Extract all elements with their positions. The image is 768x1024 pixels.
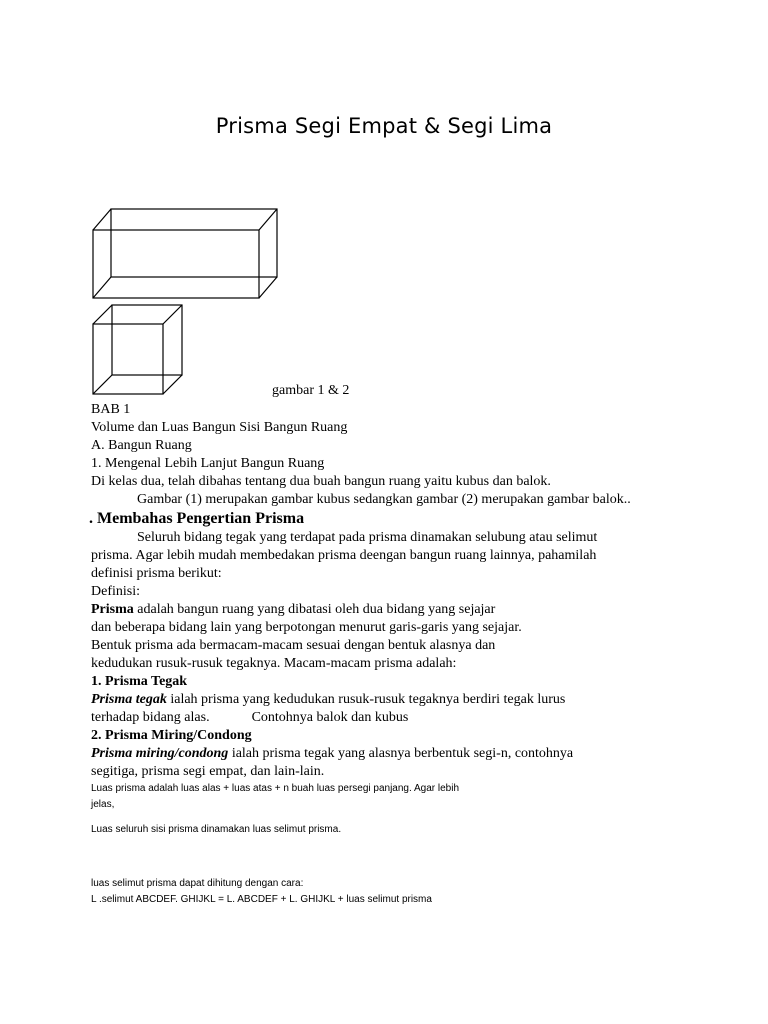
chapter-title: Volume dan Luas Bangun Sisi Bangun Ruang bbox=[91, 420, 348, 435]
definition-text: terhadap bidang alas. bbox=[91, 710, 210, 725]
document-body bbox=[91, 401, 731, 908]
section-a: A. Bangun Ruang bbox=[91, 438, 192, 453]
note-line: Luas prisma adalah luas alas + luas atas + n buah luas persegi panjang. Agar lebih bbox=[91, 783, 460, 794]
balok-front-face bbox=[93, 230, 259, 298]
paragraph-line: definisi prisma berikut: bbox=[91, 566, 222, 581]
note-line: luas selimut prisma dapat dihitung dengan cara: bbox=[91, 878, 304, 889]
paragraph-line bbox=[91, 709, 731, 727]
section-heading: . Membahas Pengertian Prisma bbox=[89, 510, 305, 527]
kubus-figure bbox=[93, 305, 182, 394]
subheading-prisma-miring: 2. Prisma Miring/Condong bbox=[91, 728, 252, 743]
paragraph-line: kedudukan rusuk-rusuk tegaknya. Macam-macam prisma adalah: bbox=[91, 656, 457, 671]
subsection-1: 1. Mengenal Lebih Lanjut Bangun Ruang bbox=[91, 456, 325, 471]
note-line: Luas seluruh sisi prisma dinamakan luas selimut prisma. bbox=[91, 824, 342, 835]
formula-line: L .selimut ABCDEF. GHIJKL = L. ABCDEF + L. GHIJKL + luas selimut prisma bbox=[91, 894, 432, 905]
paragraph-line: Seluruh bidang tegak yang terdapat pada prisma dinamakan selubung atau selimut bbox=[137, 530, 598, 545]
figure-caption: gambar 1 & 2 bbox=[272, 383, 350, 398]
term-prisma-tegak: Prisma tegak bbox=[91, 692, 167, 707]
definition-text: ialah prisma tegak yang alasnya berbentuk segi-n, contohnya bbox=[228, 746, 574, 761]
paragraph-line bbox=[91, 745, 731, 763]
paragraph-line bbox=[91, 691, 731, 709]
chapter-label: BAB 1 bbox=[91, 402, 131, 417]
balok-back-face bbox=[111, 209, 277, 277]
paragraph-line: Di kelas dua, telah dibahas tentang dua buah bangun ruang yaitu kubus dan balok. bbox=[91, 474, 551, 489]
paragraph-line: dan beberapa bidang lain yang berpotongan menurut garis-garis yang sejajar. bbox=[91, 620, 522, 635]
page-title: Prisma Segi Empat & Segi Lima bbox=[215, 114, 553, 138]
balok-figure bbox=[93, 209, 277, 298]
prism-figures bbox=[86, 200, 286, 405]
definition-label: Definisi: bbox=[91, 584, 140, 599]
paragraph-line: prisma. Agar lebih mudah membedakan prisma deengan bangun ruang lainnya, pahamilah bbox=[91, 548, 597, 563]
paragraph-line bbox=[91, 601, 731, 619]
term-prisma-miring: Prisma miring/condong bbox=[91, 746, 229, 761]
term-prisma: Prisma bbox=[91, 602, 134, 617]
subheading-prisma-tegak: 1. Prisma Tegak bbox=[91, 674, 188, 689]
paragraph-line: segitiga, prisma segi empat, dan lain-lain. bbox=[91, 764, 325, 779]
paragraph-line: Gambar (1) merupakan gambar kubus sedangkan gambar (2) merupakan gambar balok.. bbox=[137, 492, 631, 507]
definition-text: adalah bangun ruang yang dibatasi oleh dua bidang yang sejajar bbox=[133, 602, 496, 617]
example-text: Contohnya balok dan kubus bbox=[251, 710, 409, 725]
note-line: jelas, bbox=[91, 799, 115, 810]
paragraph-line: Bentuk prisma ada bermacam-macam sesuai dengan bentuk alasnya dan bbox=[91, 638, 496, 653]
definition-text: ialah prisma yang kedudukan rusuk-rusuk tegaknya berdiri tegak lurus bbox=[166, 692, 566, 707]
